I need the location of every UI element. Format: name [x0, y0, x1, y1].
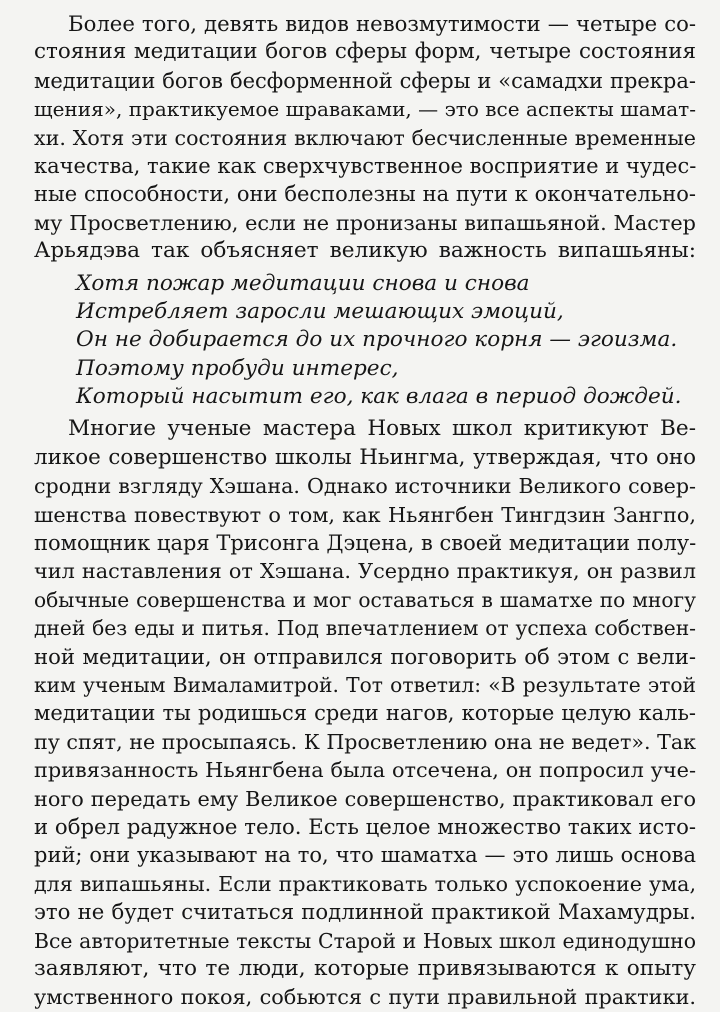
verse-line: Который насытит его, как влага в период дождей. — [76, 384, 682, 410]
text-line: чил наставления от Хэшана. Усердно практикуя, он развил — [34, 559, 696, 584]
text-line: рий; они указывают на то, что шаматха — это лишь основа — [34, 843, 696, 868]
text-line: это не будет считаться подлинной практикой Махамудры. — [34, 899, 696, 925]
text-line: сродни взгляду Хэшана. Однако источники Великого совер- — [34, 474, 696, 499]
verse-line: Он не добирается до их прочного корня — эгоизма. — [76, 327, 678, 353]
text-line: Многие ученые мастера Новых школ критикуют Ве- — [68, 416, 696, 442]
verse-line: Хотя пожар медитации снова и снова — [76, 270, 530, 296]
paragraph-1 — [34, 10, 696, 266]
text-line: медитации ты родишься среди нагов, которые целую каль- — [34, 701, 696, 726]
text-line: ликое совершенство школы Ньингма, утверждая, что оно — [34, 444, 696, 470]
text-line: умственного покоя, собьются с пути правильной практики. — [34, 985, 696, 1010]
text-line: ким ученым Вималамитрой. Тот ответил: «В результате этой — [34, 672, 696, 697]
text-line: обычные совершенства и мог оставаться в шаматхе по многу — [34, 587, 696, 612]
text-line: ного передать ему Великое совершенство, практиковал его — [34, 786, 696, 811]
verse-quote — [34, 270, 696, 412]
verse-line: Поэтому пробуди интерес, — [76, 355, 399, 381]
text-line: стояния медитации богов сферы форм, четыре состояния — [34, 39, 696, 65]
text-line: щения», практикуемое шраваками, — это все аспекты шамат- — [34, 97, 696, 122]
text-line: хи. Хотя эти состояния включают бесчисленные временные — [34, 125, 696, 150]
text-line: ные способности, они бесполезны на пути к окончательно- — [34, 182, 696, 207]
text-line: качества, такие как сверхчувственное восприятие и чудес- — [34, 153, 697, 178]
text-line: Все авторитетные тексты Старой и Новых школ единодушно — [34, 928, 696, 953]
text-line: пу спят, не просыпаясь. К Просветлению она не ведет». Так — [34, 729, 696, 754]
text-line: ной медитации, он отправился поговорить об этом с вели- — [34, 643, 696, 669]
verse-line: Истребляет заросли мешающих эмоций, — [76, 298, 564, 324]
text-line: медитации богов бесформенной сферы и «самадхи прекра- — [34, 68, 696, 93]
text-line: привязанность Ньянгбена была отсечена, он попросил уче- — [34, 758, 696, 783]
text-line: заявляют, что те люди, которые привязываются к опыту — [34, 955, 696, 981]
text-line: шенства повествуют о том, как Ньянгбен Тингдзин Зангпо, — [34, 502, 696, 527]
text-line: для випашьяны. Если практиковать только успокоение ума, — [34, 871, 696, 896]
text-line: помощник царя Трисонга Дэцена, в своей медитации полу- — [34, 531, 697, 556]
text-line: дней без еды и питья. Под впечатлением от успеха собствен- — [34, 616, 696, 641]
text-line: и обрел радужное тело. Есть целое множество таких исто- — [34, 813, 696, 839]
text-line: Арьядэва так объясняет великую важность випашьяны: — [34, 238, 696, 264]
text-line: Более того, девять видов невозмутимости — четыре со- — [68, 11, 696, 36]
paragraph-2 — [34, 415, 696, 1011]
text-line: му Просветлению, если не пронизаны випашьяной. Мастер — [34, 210, 696, 235]
